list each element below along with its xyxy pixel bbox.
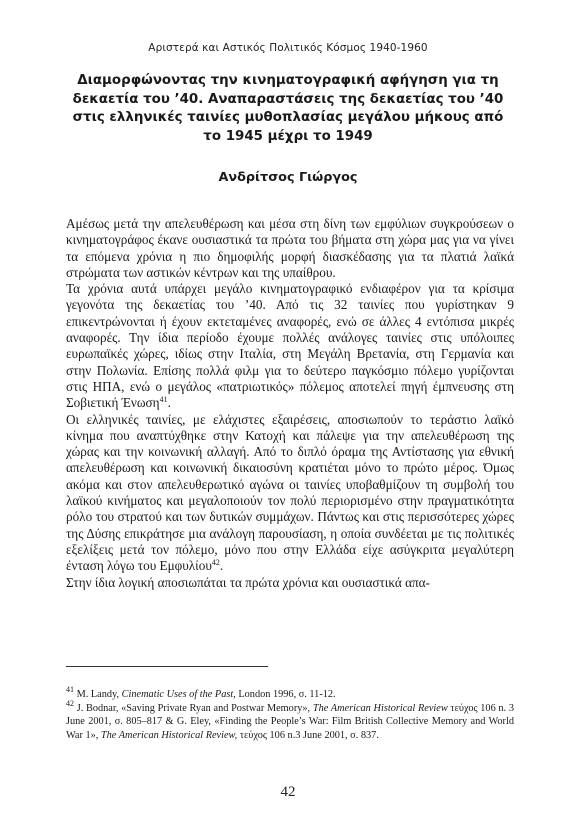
footnote-42-part-a: J. Bodnar, «Saving Private Ryan and Postwar Memory», [74,703,313,715]
footnote-ref-42[interactable]: 42 [211,558,220,568]
article-author: Ανδρίτσος Γιώργος [218,170,358,185]
paragraph-1 [66,216,514,281]
paragraph-3-end: . [219,558,224,574]
footnote-41-details: , London 1996, σ. 11-12. [233,689,336,700]
footnote-42-part-c: τεύχος 106 n.3 June 2001, σ. 837. [237,729,379,741]
footnote-42-journal-2: The American Historical Review, [100,729,238,741]
paragraph-1-text: Αμέσως μετά την απελευθέρωση και μέσα στη δίνη των εμφύλιων συγκρούσεων ο κινηματογράφος έκανε ουσιαστικά τα πρώτα του βήματα στη χώρα μας για να γίνει τα επόμενα χρόνια η πιο δημοφιλής μορφή διασκέδασης για τα πλατιά λαϊκά στρώματα των αστικών κέντρων και της υπαίθρου. [66,216,514,280]
footnote-divider [66,666,268,667]
footnote-42-journal-1: The American Historical Review [312,703,448,715]
body-text [66,216,514,591]
footnote-41-author: M. Landy, [74,689,122,700]
paragraph-3 [66,412,514,575]
paragraph-2-end: . [167,395,171,411]
footnote-42 [66,699,514,742]
paragraph-4 [66,575,514,591]
footnote-41-title: Cinematic Uses of the Past [121,689,234,700]
running-header: Αριστερά και Αστικός Πολιτικός Κόσμος 1940-1960 [148,42,428,54]
article-title: Διαμορφώνοντας την κινηματογραφική αφήγηση για τη δεκαετία του ’40. Αναπαραστάσεις της δεκαετίας του ’40 στις ελληνικές ταινίες μυθοπλασίας μεγάλου μήκους από το 1945 μέχρι το 1949 [72,73,504,144]
paragraph-2-text: Τα χρόνια αυτά υπάρχει μεγάλο κινηματογραφικό ενδιαφέρον για τα κρίσιμα γεγονότα της δεκαετίας του ’40. Από τις 32 ταινίες που γυρίστηκαν 9 επικεντρώνονται ή έχουν εκτεταμένες αναφορές, ενώ σε άλλες 4 εντόπισα μικρές αναφορές. Την ίδια περίοδο έχουμε πολλές ανάλογες ταινίες στις υπόλοιπες ευρωπαϊκές χώρες, ιδίως στην Ιταλία, στη Μεγάλη Βρετανία, στη Γερμανία και στην Πολωνία. Επίσης πολλά φιλμ για το δεύτερο παγκόσμιο πόλεμο γυρίζονται στις ΗΠΑ, ενώ ο μεγάλος «πατριωτικός» πόλεμος αποτελεί πηγή έμπνευσης στη Σοβιετική Ένωση [66,281,514,411]
footnote-41 [66,685,514,701]
footnote-ref-41[interactable]: 41 [159,395,168,405]
footnotes [66,685,514,743]
footnote-41-number: 41 [66,685,74,694]
paragraph-3-text: Οι ελληνικές ταινίες, με ελάχιστες εξαιρέσεις, αποσιωπούν το τεράστιο λαϊκό κίνημα που αναπτύχθηκε στην Κατοχή και πάλεψε για την απελευθέρωση της χώρας και την κοινωνική αλλαγή. Από το διπλό όραμα της Αντίστασης για εθνική απελευθέρωση και κοινωνική δικαιοσύνη κρατιέται μόνο το πρώτο μέρος. Όμως ακόμα και στον απελευθερωτικό αγώνα οι ταινίες υποβαθμίζουν τη συμβολή του λαϊκού κινήματος και μεγαλοποιούν τον πολύ περιορισμένο στην πραγματικότητα ρόλο του στρατού και των δυτικών συμμάχων. Πάντως και στις περισσότερες χώρες της Δύσης επικράτησε μια ανάλογη παρουσίαση, η οποία συνδέεται με τις πολιτικές εξελίξεις μετά τον πόλεμο, μόνο που στην Ελλάδα είχε ασύγκριτα μεγαλύτερη ένταση λόγω του Εμφυλίου [66,411,514,574]
footnote-42-part-b: τεύχος 106 n. 3 June 2001, σ. 805–817 & G. Eley, «Finding the People’s War: Film British Collective Memory and World War 1», [66,703,514,741]
paragraph-2 [66,281,514,411]
footnote-42-number: 42 [66,699,74,709]
paragraph-4-text: Στην ίδια λογική αποσιωπάται τα πρώτα χρόνια και ουσιαστικά απα- [66,574,430,590]
page-number: 42 [280,784,296,800]
